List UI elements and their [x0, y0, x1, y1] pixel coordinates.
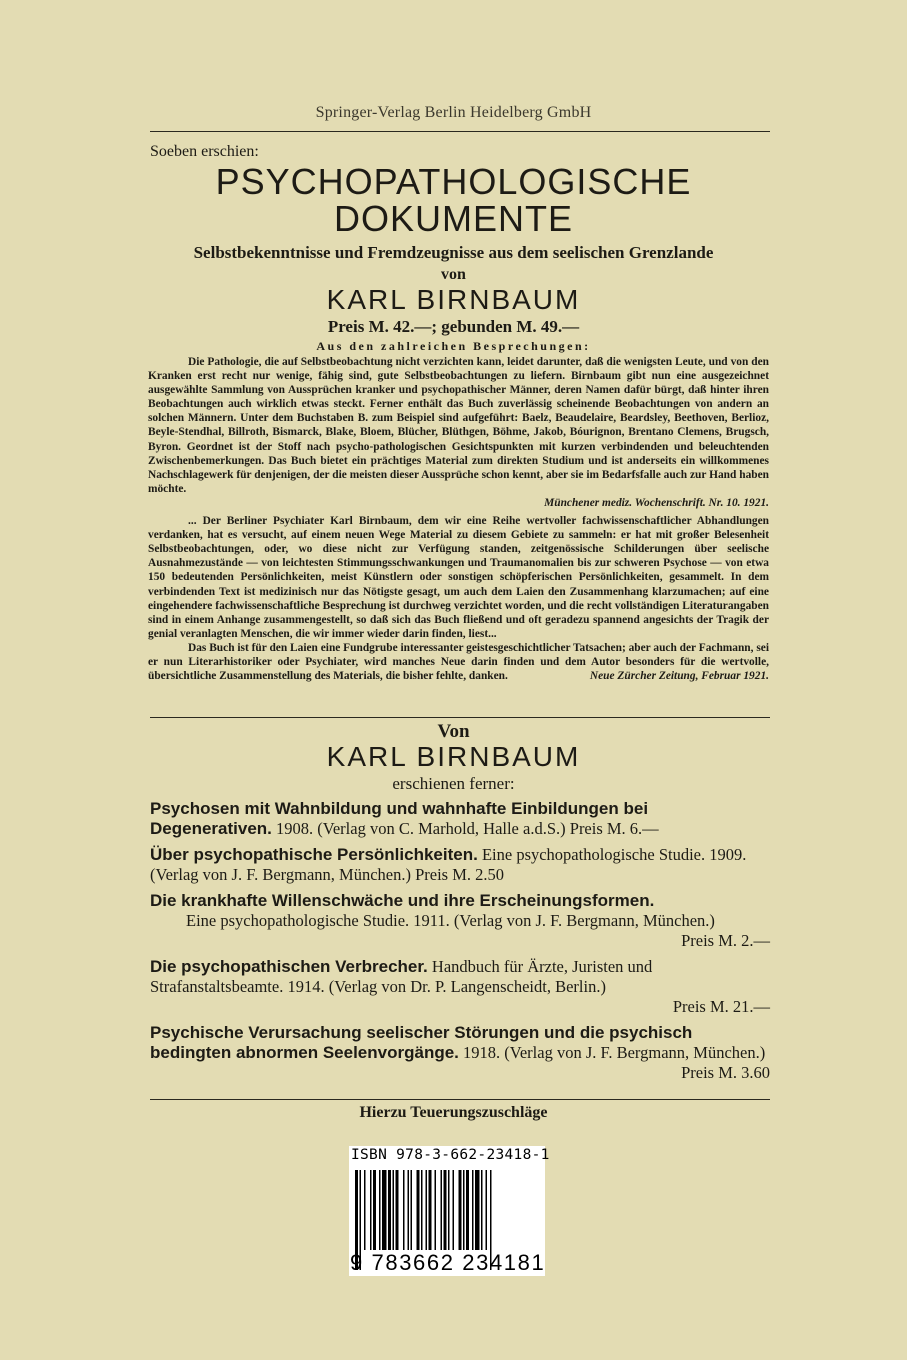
book-by: von — [441, 266, 466, 283]
reviews-heading: Aus den zahlreichen Besprechungen: — [316, 339, 591, 353]
more-author: KARL BIRNBAUM — [326, 741, 581, 772]
barcode-bar — [475, 1170, 480, 1250]
barcode-bar — [463, 1170, 465, 1250]
work-title: Über psychopathische Persönlichkeiten. — [150, 845, 478, 864]
isbn-text: ISBN 978-3-662-23418-1 — [351, 1147, 550, 1163]
work-price: Preis M. 2.50 — [415, 865, 505, 884]
works-list — [150, 799, 770, 1089]
more-from: Von — [437, 721, 470, 742]
work-item — [150, 1023, 770, 1083]
review-block — [148, 355, 769, 683]
review1-text: Die Pathologie, die auf Selbstbeobachtung nicht verzichten kann, leidet darunter, daß die wenigsten Leute, und von den Kranken erst recht nur wenige, fähig sind, gute Selbstbeobachtungen zu liefern. Birnbaum gibt nun eine ausgezeichnet ausgewählte Sammlung von Aussprüchen kranker und psychopathischer Männer, deren Namen dafür bürgt, daß hinter ihren Beobachtungen auch wirklich etwas steckt. Ferner enthält das Buch zuverlässig scheinende Beobachtungen von andern an solchen Männern. Unter dem Buchstaben B. zum Beispiel sind aufgeführt: Baelz, Beaudelaire, Beardsley, Beethoven, Berlioz, Beyle-Stendhal, Billroth, Bismarck, Blake, Bloem, Blücher, Blüthgen, Böhme, Jakob, Bóurignon, Brentano Clemens, Brugsch, Byron. Geordnet ist der Stoff nach psycho-pathologischen Gesichtspunkten mit kurzen verbindenden und beleuchtenden Zwischenbemerkungen. Das Buch bietet ein prächtiges Material zum direkten Studium und ist anderseits ein willkommenes Nachschlagewerk für denjenigen, der die meisten dieser Aussprüche schon kennt, aber sie im Bedarfsfalle auch zur Hand haben möchte. — [148, 356, 769, 495]
barcode-bar — [373, 1170, 376, 1250]
barcode-bar — [411, 1170, 413, 1250]
barcode-bar — [472, 1170, 474, 1250]
barcode-bar — [444, 1170, 447, 1250]
work-price: Preis M. 2.— — [681, 931, 770, 950]
announcement: Soeben erschien: — [150, 143, 259, 160]
work-item — [150, 845, 770, 885]
work-price: Preis M. 21.— — [672, 997, 770, 1016]
book-subtitle: Selbstbekenntnisse und Fremdzeugnisse aus dem seelischen Grenzlande — [193, 243, 714, 262]
book-title-line1: PSYCHOPATHOLOGISCHE — [215, 161, 692, 202]
barcode-bar — [364, 1170, 366, 1250]
review2-text2: Das Buch ist für den Laien eine Fundgrube interessanter geistesgeschichtlicher Tatsachen; aber auch der Fachmann, sei er nun Literarhistoriker oder Psychiater, wird manches Neue darin finden und dem Autor besonders für die wertvolle, übersichtliche Zusammenstellung des Materials, die bisher fehlte, danken. — [148, 641, 769, 683]
work-price: Preis M. 6.— — [569, 819, 659, 838]
barcode-bar — [426, 1170, 428, 1250]
top-rule — [150, 131, 770, 132]
book-title-line2: DOKUMENTE — [333, 198, 573, 239]
more-also: erschienen ferner: — [392, 774, 515, 793]
work-details: Eine psychopathologische Studie. 1909. (Verlag von J. F. Bergmann, München.) — [150, 845, 747, 884]
publisher-name: Springer-Verlag Berlin Heidelberg GmbH — [315, 104, 592, 121]
barcode-bar — [388, 1170, 391, 1250]
barcode-bar — [403, 1170, 405, 1250]
work-title: Psychische Verursachung seelischer Störungen und die psychisch bedingten abnormen Seelenvorgänge. — [150, 1023, 693, 1062]
middle-rule — [150, 717, 770, 718]
barcode-bar — [417, 1170, 420, 1250]
barcode-bar — [453, 1170, 455, 1250]
barcode-bar — [382, 1170, 387, 1250]
work-details: Eine psychopathologische Studie. 1911. (Verlag von J. F. Bergmann, München.) — [186, 911, 715, 930]
barcode-bar — [421, 1170, 423, 1250]
work-details: 1918. (Verlag von J. F. Bergmann, München.) — [463, 1043, 766, 1062]
barcode-bar — [429, 1170, 432, 1250]
barcode-bar — [370, 1170, 372, 1250]
work-title: Die krankhafte Willenschwäche und ihre Erscheinungsformen. — [150, 891, 655, 910]
barcode-bar — [435, 1170, 437, 1250]
barcode-bar — [486, 1170, 488, 1250]
book-author: KARL BIRNBAUM — [326, 284, 581, 315]
barcode-bar — [481, 1170, 483, 1250]
bottom-rule — [150, 1099, 770, 1100]
review2-source: Neue Zürcher Zeitung, Februar 1921. — [589, 670, 769, 683]
barcode-bar — [393, 1170, 395, 1250]
review2-text: ... Der Berliner Psychiater Karl Birnbaum, dem wir eine Reihe wertvoller fachwissenschaftlicher Abhandlungen verdanken, hat es versucht, auf einem neuen Wege Material zu diesem Gebiete zu sammeln: er hat mit großer Belesenheit Selbstbeobachtungen, oder, wo diese nicht zur Verfügung standen, zeitgenössische Schilderungen über seelische Ausnahmezustände — von leichtesten Stimmungsschwankungen und Traumanomalien bis zur schweren Psychose — von etwa 150 bedeutenden Persönlichkeiten, meist Künstlern oder sonstigen schöpferischen Persönlichkeiten, gesammelt. In dem verbindenden Text ist medizinisch nur das Nötigste gesagt, um auch dem Laien den Zusammenhang klarzumachen; auf eine eingehendere fachwissenschaftliche Besprechung ist durchweg verzichtet worden, und die recht vollständigen Literaturangaben sind in einem Anhange zusammengestellt, so daß sich das Buch fließend und oft geradezu spannend angesichts der Tragik der genial veranlagten Menschen, die wir immer wieder darin finden, liest... — [148, 515, 769, 640]
work-item — [150, 799, 770, 839]
work-details: Handbuch für Ärzte, Juristen und Strafanstaltsbeamte. 1914. (Verlag von Dr. P. Langenscheidt, Berlin.) — [150, 957, 653, 996]
review1-source: Münchener mediz. Wochenschrift. Nr. 10. 1921. — [544, 496, 769, 509]
barcode-bar — [396, 1170, 399, 1250]
work-title: Die psychopathischen Verbrecher. — [150, 957, 428, 976]
work-price: Preis M. 3.60 — [681, 1063, 770, 1082]
book-price: Preis M. 42.—; gebunden M. 49.— — [327, 317, 580, 336]
work-details: 1908. (Verlag von C. Marhold, Halle a.d.S.) — [276, 819, 566, 838]
barcode-bar — [441, 1170, 443, 1250]
barcode-bar — [466, 1170, 469, 1250]
barcode-bar — [448, 1170, 450, 1250]
barcode-bar — [459, 1170, 462, 1250]
ean-digits: 9 783662 234181 — [350, 1250, 546, 1275]
barcode-bar — [379, 1170, 381, 1250]
surcharge-note: Hierzu Teuerungszuschläge — [359, 1104, 548, 1121]
work-title: Psychosen mit Wahnbildung und wahnhafte Einbildungen bei Degenerativen. — [150, 799, 649, 838]
work-item — [150, 957, 770, 1017]
work-item — [150, 891, 770, 951]
barcode-bar — [408, 1170, 410, 1250]
